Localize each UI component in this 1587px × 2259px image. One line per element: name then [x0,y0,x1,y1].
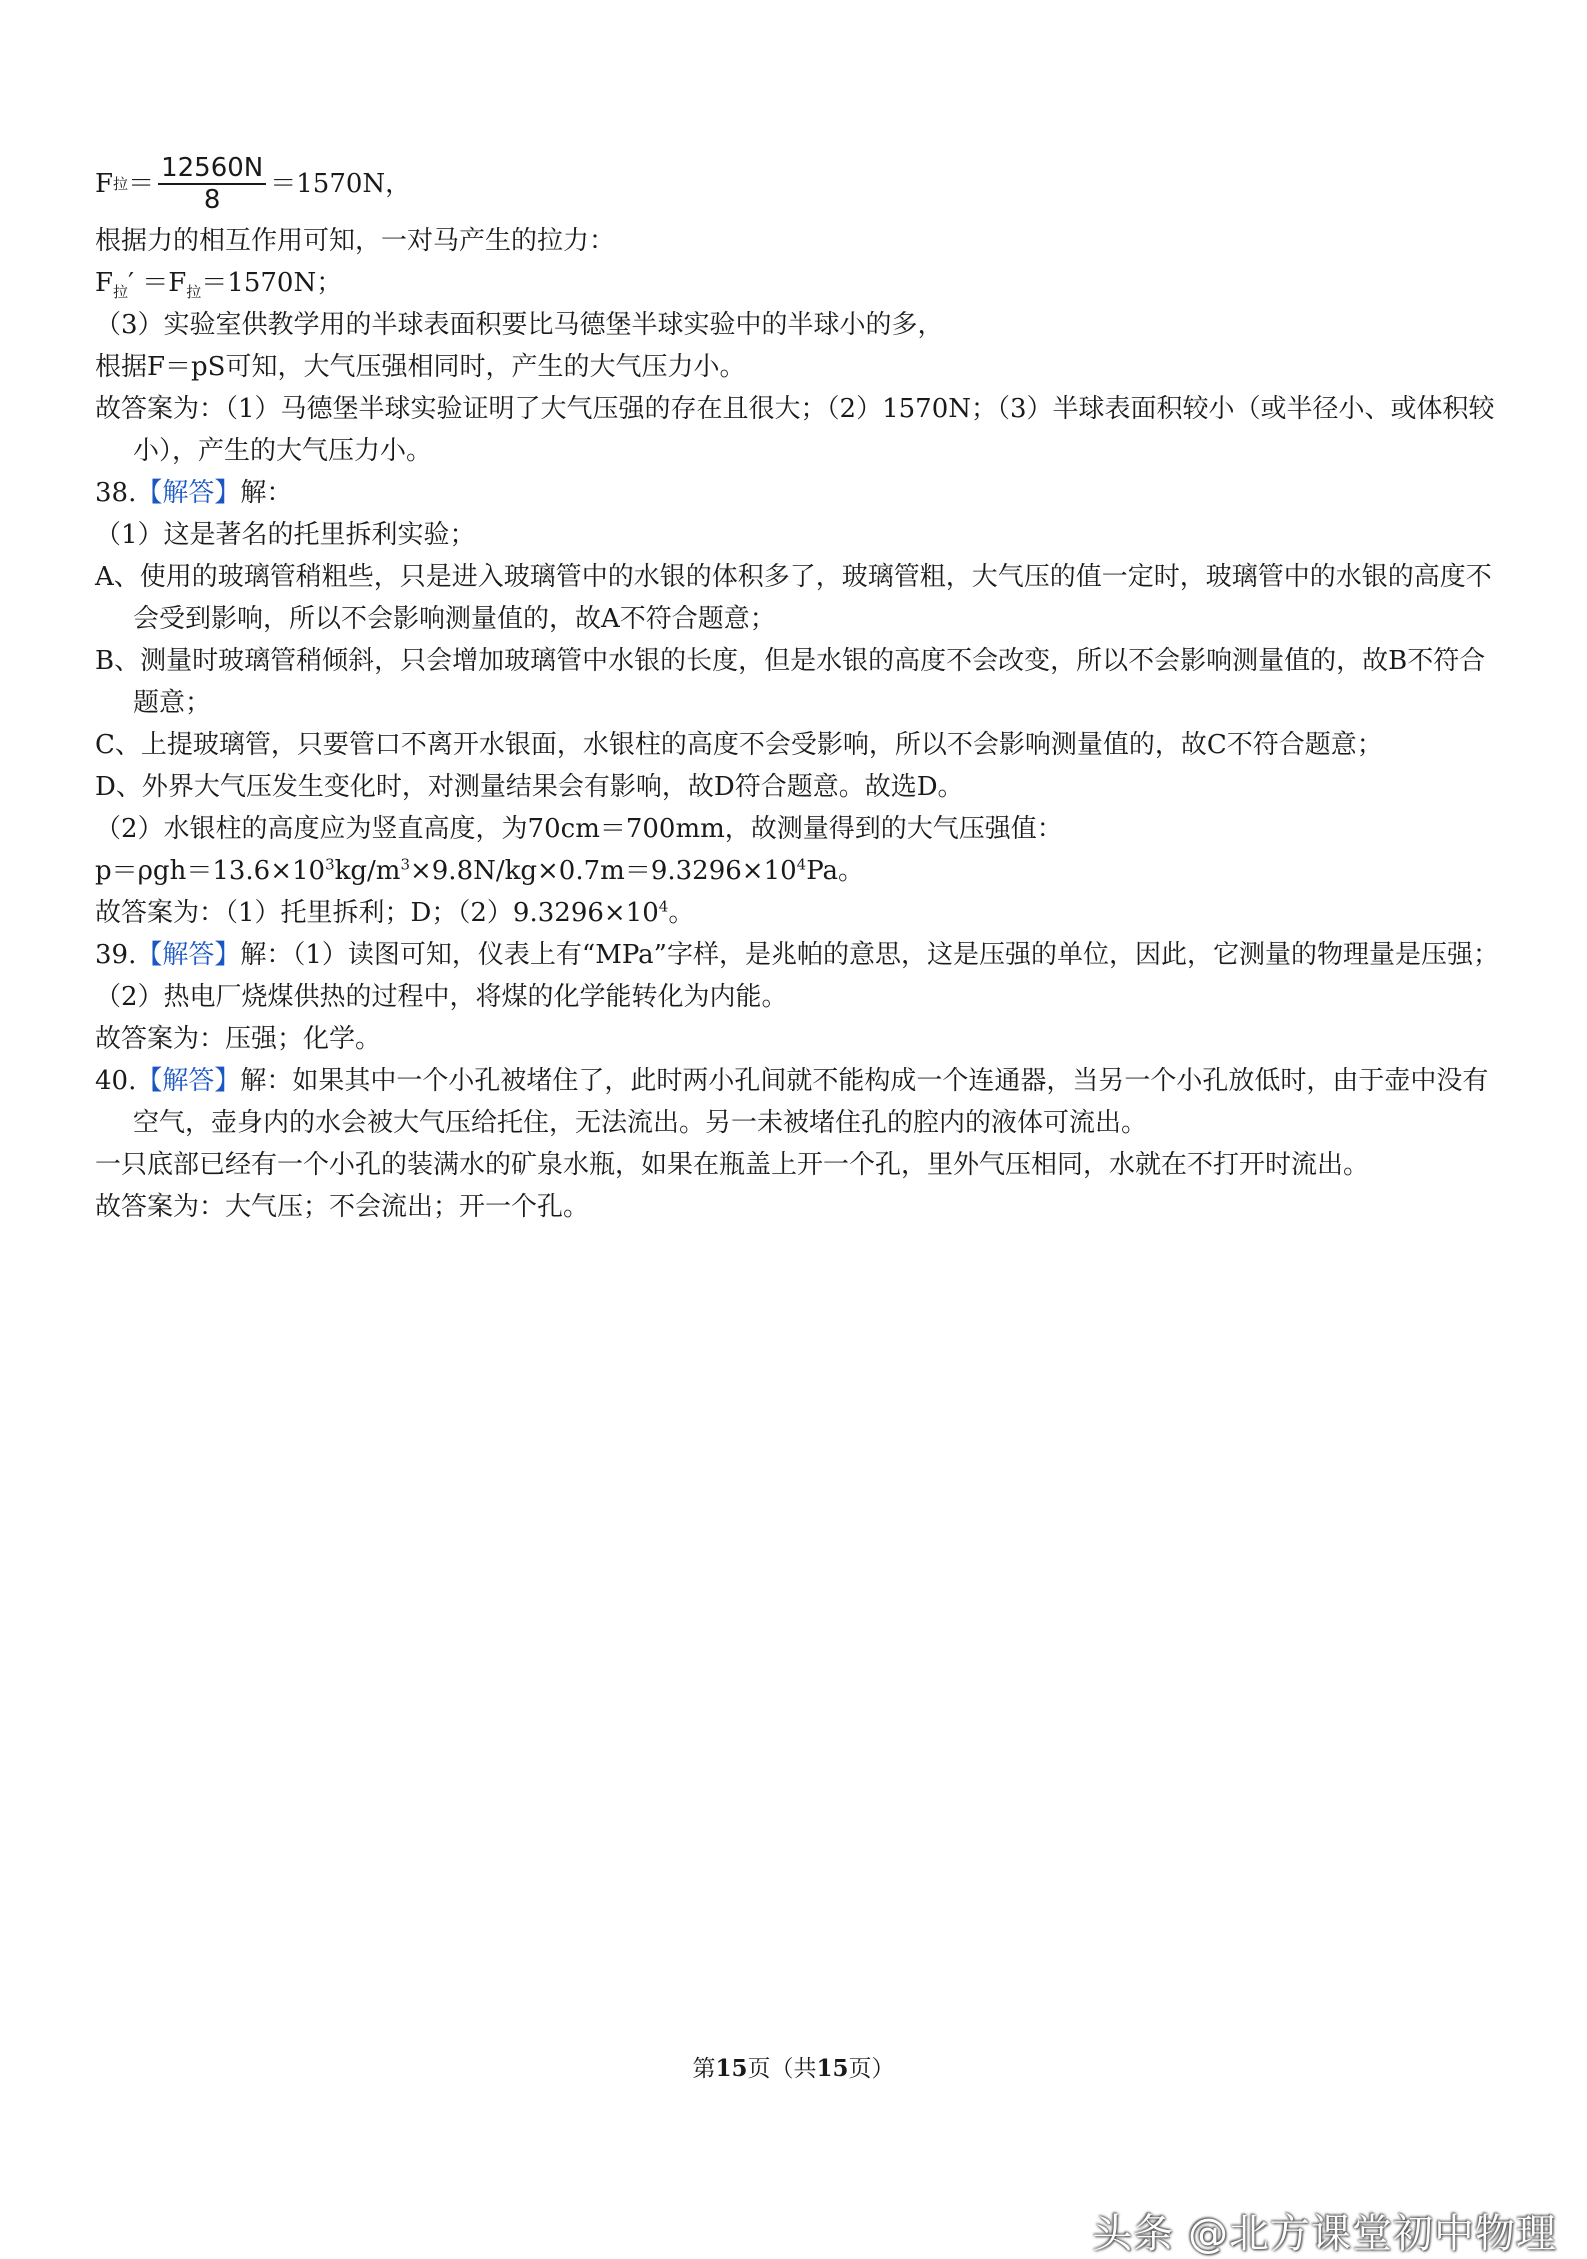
f-subscript-2: 拉 [113,283,129,302]
footer-total-pages: 15 [816,2055,849,2082]
calc-part-a: p＝ρgh＝13.6×10 [95,856,326,886]
reaction-result: ＝1570N； [201,268,343,298]
equals-sign: ＝ [128,169,155,199]
f-label: F [95,169,114,199]
footer-page-number: 15 [715,2055,748,2082]
calc-sup-3: 4 [796,855,807,874]
q38-option-a: A、使用的玻璃管稍粗些，只是进入玻璃管中的水银的体积多了，玻璃管粗，大气压的值一定时，玻璃管中的水银的高度不会受到影响，所以不会影响测量值的，故A不符合题意； [95,562,1492,634]
q38-ans-part-b: 。 [668,898,695,928]
q39-part1 [95,934,1510,976]
q38-part2: （2）水银柱的高度应为竖直高度，为70cm＝700mm，故测量得到的大气压强值： [95,814,1063,844]
calc-part-d: Pa。 [806,856,865,886]
q38-answer-tag: 【解答】 [136,478,241,508]
fraction [158,153,266,215]
q38-ans-sup: 4 [658,897,669,916]
q39-text-1: 解：（1）读图可知，仪表上有“MPa”字样，是兆帕的意思，这是压强的单位，因此，它测量的物理量是压强； [240,940,1499,970]
text-line-4: （3）实验室供教学用的半球表面积要比马德堡半球实验中的半球小的多， [95,310,944,340]
calc-part-b: kg/m [334,856,401,886]
text-line-2: 根据力的相互作用可知，一对马产生的拉力： [95,226,616,256]
footer-prefix: 第 [692,2056,716,2082]
q39-number: 39. [95,940,137,970]
q38-number: 38. [95,478,137,508]
q38-heading [95,472,1510,514]
footer-mid: 页（共 [747,2056,817,2082]
pull-force-equation: F 拉 ＝ $\frac{12560N}{8}$ ＝1570N， [95,153,412,215]
calc-sup-1: 3 [325,855,335,874]
text-line-5: 根据F＝pS可知，大气压强相同时，产生的大气压力小。 [95,352,746,382]
q37-answer-summary: 故答案为：（1）马德堡半球实验证明了大气压强的存在且很大；（2）1570N；（3）半球表面积较小（或半径小、或体积较小），产生的大气压力小。 [95,394,1495,466]
q40-answer-tag: 【解答】 [136,1066,241,1096]
calc-part-c: ×9.8N/kg×0.7m＝9.3296×10 [409,856,797,886]
q40-number: 40. [95,1066,137,1096]
q39-answer-tag: 【解答】 [136,940,241,970]
prime-equals: ′ ＝F [128,268,187,298]
footer-suffix: 页） [848,2056,895,2082]
watermark: 头条 @北方课堂初中物理 [1092,2211,1557,2257]
q38-answer-summary [95,892,1510,934]
q40-text-1: 解：如果其中一个小孔被堵住了，此时两小孔间就不能构成一个连通器，当另一个小孔放低时，由于壶中没有空气，壶身内的水会被大气压给托住，无法流出。另一未被堵住孔的腔内的液体可流出。 [133,1066,1489,1138]
f-label-2: F [95,268,114,298]
q38-option-c: C、上提玻璃管，只要管口不离开水银面，水银柱的高度不会受影响，所以不会影响测量值的，故C不符合题意； [95,730,1383,760]
calc-sup-2: 3 [400,855,410,874]
q38-ans-part-a: 故答案为：（1）托里拆利；D；（2）9.3296×10 [95,898,659,928]
q38-option-b: B、测量时玻璃管稍倾斜，只会增加玻璃管中水银的长度，但是水银的高度不会改变，所以不会影响测量值的，故B不符合题意； [95,646,1486,718]
q39-part2: （2）热电厂烧煤供热的过程中，将煤的化学能转化为内能。 [95,982,788,1012]
answer-content [95,150,1510,1228]
fraction-result: ＝1570N， [270,169,412,199]
q40-part1 [95,1060,1510,1144]
q38-jie: 解： [240,478,293,508]
q38-part1: （1）这是著名的托里拆利实验； [95,520,476,550]
page-footer [0,2050,1587,2083]
fraction-denominator: 8 [203,185,221,215]
q38-option-d: D、外界大气压发生变化时，对测量结果会有影响，故D符合题意。故选D。 [95,772,964,802]
q38-calculation [95,850,1510,892]
fraction-numerator: 12560N [158,153,266,185]
q40-part2: 一只底部已经有一个小孔的装满水的矿泉水瓶，如果在瓶盖上开一个孔，里外气压相同，水就在不打开时流出。 [95,1150,1370,1180]
f-subscript-3: 拉 [186,283,202,302]
reaction-force-line [95,262,1510,304]
q40-answer-summary: 故答案为：大气压；不会流出；开一个孔。 [95,1192,590,1222]
q39-answer-summary: 故答案为：压强；化学。 [95,1024,382,1054]
